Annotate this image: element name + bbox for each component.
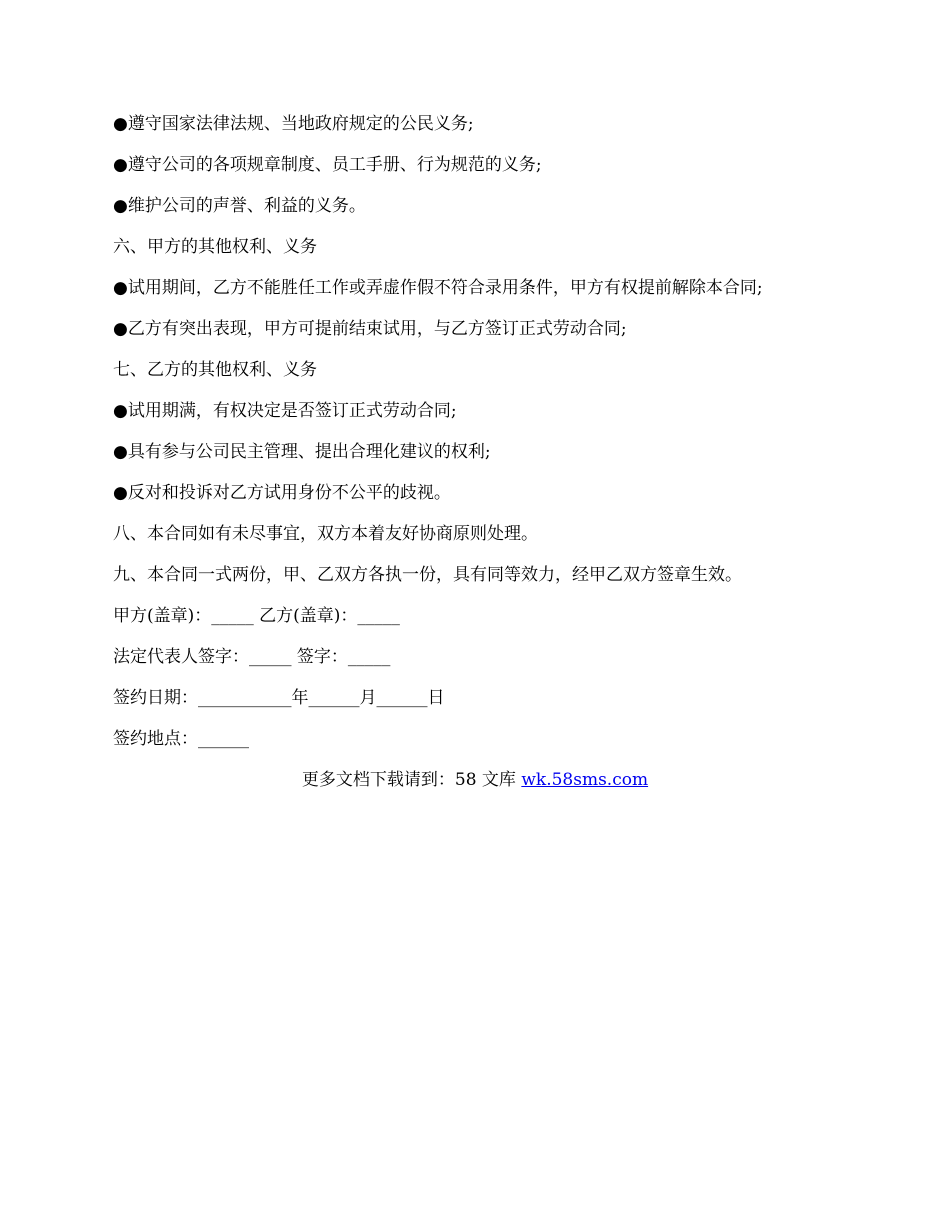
section-nine: 九、本合同一式两份，甲、乙双方各执一份，具有同等效力，经甲乙双方签章生效。 [113,565,742,585]
bullet-oppose-discrimination: ●反对和投诉对乙方试用身份不公平的歧视。 [113,483,451,503]
seal-fields: 甲方(盖章)：_____ 乙方(盖章)：_____ [113,606,400,626]
bullet-participate-management: ●具有参与公司民主管理、提出合理化建议的权利; [113,442,491,462]
download-footer [0,768,950,792]
footer-link[interactable]: wk.58sms.com [521,770,649,790]
footer-text: 更多文档下载请到：58 文库 [301,770,522,790]
signing-date-field: 签约日期：___________年______月______日 [113,688,445,708]
bullet-obey-laws: ●遵守国家法律法规、当地政府规定的公民义务; [113,114,474,134]
section-seven-heading: 七、乙方的其他权利、义务 [113,360,317,380]
bullet-end-probation-early: ●乙方有突出表现，甲方可提前结束试用，与乙方签订正式劳动合同; [113,319,627,339]
bullet-obey-company-rules: ●遵守公司的各项规章制度、员工手册、行为规范的义务; [113,155,542,175]
bullet-protect-reputation: ●维护公司的声誉、利益的义务。 [113,196,366,216]
bullet-terminate-contract: ●试用期间，乙方不能胜任工作或弄虚作假不符合录用条件，甲方有权提前解除本合同; [113,278,763,298]
signature-fields: 法定代表人签字：_____ 签字：_____ [113,647,391,667]
section-eight: 八、本合同如有未尽事宜，双方本着友好协商原则处理。 [113,524,538,544]
signing-location-field: 签约地点：______ [113,729,249,749]
section-six-heading: 六、甲方的其他权利、义务 [113,237,317,257]
bullet-decide-contract: ●试用期满，有权决定是否签订正式劳动合同; [113,401,457,421]
document-body [113,112,843,768]
